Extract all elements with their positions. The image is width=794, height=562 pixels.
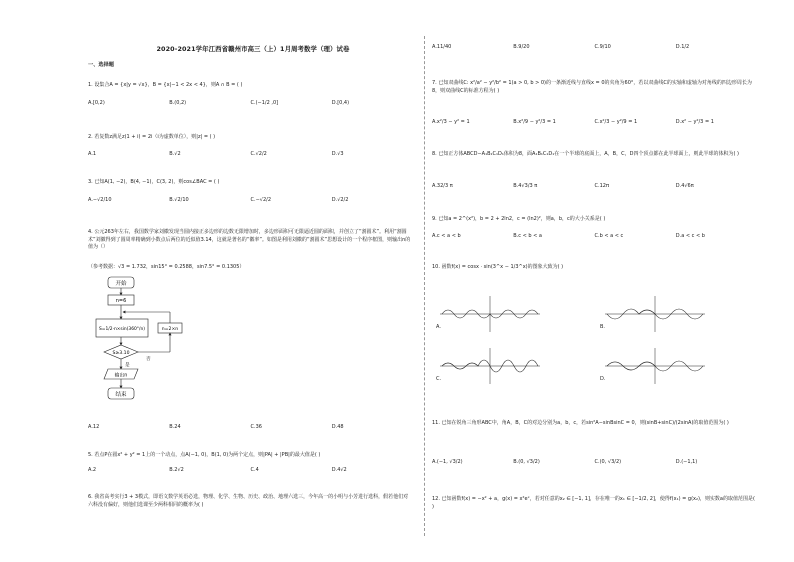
question-3: 3. 已知A(1, −2)，B(4, −1)，C(3, 2)，则cos∠BAC = ( ) bbox=[88, 179, 220, 185]
graph-a bbox=[440, 296, 540, 332]
question-5: 5. 若点P在圆x² + y² = 1上的一个动点，点A(−1, 0)，B(1, 0)为两个定点，则|PA| + |PB|的最大值是( ) bbox=[88, 452, 321, 458]
option: C.4 bbox=[250, 467, 259, 473]
option: A.2 bbox=[88, 467, 97, 473]
column-divider bbox=[424, 36, 425, 536]
option: B.x²/9 − y²/3 = 1 bbox=[513, 119, 556, 125]
option: D.4√2 bbox=[331, 467, 347, 473]
graph-a-label: A. bbox=[436, 324, 441, 330]
left-column bbox=[88, 0, 418, 562]
section-heading: 一、选择题 bbox=[88, 62, 114, 68]
option: C.9/10 bbox=[594, 44, 611, 50]
flowchart bbox=[94, 274, 204, 416]
option: A.(−1, √3/2) bbox=[432, 459, 463, 465]
option: A.32/3 π bbox=[432, 183, 453, 189]
question-8: 8. 已知正方体ABCD−A₁B₁C₁D₁体积为8，面A₁B₁C₁D₁在一个半球的底面上，A，B，C，D四个顶点都在此半球面上，则此半球的体积为( ) bbox=[432, 151, 739, 157]
option: B.9/20 bbox=[513, 44, 530, 50]
question-5-options bbox=[88, 467, 413, 473]
graph-d bbox=[605, 348, 705, 384]
option: D.[0,4) bbox=[331, 100, 350, 106]
flow-init-label: n=6 bbox=[115, 298, 127, 304]
page-title: 2020-2021学年江西省赣州市高三（上）1月周考数学（理）试卷 bbox=[156, 45, 350, 53]
option: C.(−1/2 ,0] bbox=[250, 100, 279, 106]
question-7-options bbox=[432, 119, 757, 125]
question-4-options bbox=[88, 424, 413, 430]
option: D.x² − y²/3 = 1 bbox=[675, 119, 714, 125]
option: D.(−1,1) bbox=[675, 459, 698, 465]
option: C.(0, √3/2) bbox=[594, 459, 622, 465]
question-11: 11. 已知在锐角三角形ABC中，角A，B，C的对边分别为a，b，c，若sin²A−sinBsinC = 0，则(sinB+sinC)/(2sinA)的取值范围为( ) bbox=[432, 420, 729, 426]
option: A.−√2/10 bbox=[88, 197, 112, 203]
option: B.4√3/3 π bbox=[513, 183, 538, 189]
option: C.b < a < c bbox=[594, 233, 624, 239]
question-8-options bbox=[432, 183, 757, 189]
option: D.48 bbox=[331, 424, 344, 430]
option: D.√2/2 bbox=[331, 197, 349, 203]
option: A.c < a < b bbox=[432, 233, 461, 239]
option: A.12 bbox=[88, 424, 100, 430]
option: A.1 bbox=[88, 151, 97, 157]
flow-update-label: n=2×n bbox=[161, 327, 179, 332]
graph-b bbox=[605, 296, 705, 332]
question-9-options bbox=[432, 233, 757, 239]
option: B.24 bbox=[169, 424, 181, 430]
question-1-options bbox=[88, 100, 413, 106]
question-12: 12. 已知函数f(x) = −x² + a，g(x) = x²eˣ，若对任意的x₂ ∈ [−1, 1]，存在唯一的x₁ ∈ [−1/2, 2]，使得f(x₁) = g(x₂)，则实数a的取值范围是( ) bbox=[432, 496, 755, 510]
question-11-options bbox=[432, 459, 757, 465]
option: B.(0, √3/2) bbox=[513, 459, 540, 465]
flow-output-label: 输出n bbox=[114, 373, 128, 379]
flow-yes-label: 是 bbox=[125, 363, 130, 368]
right-column bbox=[432, 0, 768, 562]
option: C.36 bbox=[250, 424, 262, 430]
question-6-options bbox=[432, 44, 757, 50]
question-7: 7. 已知双曲线C: x²/a² − y²/b² = 1(a > 0, b > 0)的一条渐近线与直线x = 0的夹角为60°，若以双曲线C的实轴和虚轴为对角线的四边形周长为8，则双曲线C的标准方程为( ) bbox=[432, 80, 752, 94]
flow-condition-label: S≥3.10 bbox=[112, 351, 130, 356]
option: C.x²/3 − y²/9 = 1 bbox=[594, 119, 638, 125]
option: B.c < b < a bbox=[513, 233, 542, 239]
flow-no-label: 否 bbox=[146, 357, 151, 362]
flow-end-label: 结束 bbox=[115, 392, 127, 398]
graph-c bbox=[440, 348, 540, 384]
option: A.x²/3 − y² = 1 bbox=[432, 119, 470, 125]
option: A.[0,2) bbox=[88, 100, 105, 106]
question-1: 1. 设集合A = {x|y = √x}，B = {x|−1 < 2x < 4}，则A ∩ B = ( ) bbox=[88, 82, 243, 88]
option: C.√2/2 bbox=[250, 151, 267, 157]
question-2: 2. 若复数z满足z(1 + i) = 2i（i为虚数单位），则|z| = ( ) bbox=[88, 134, 216, 140]
option: D.4√6π bbox=[675, 183, 694, 189]
option: B.2√2 bbox=[169, 467, 184, 473]
question-3-options bbox=[88, 197, 413, 203]
option: D.a < c < b bbox=[675, 233, 705, 239]
flow-formula-label: S=1/2·n×sin(360°/n) bbox=[99, 327, 145, 332]
question-4: 4. 公元263年左右，我国数学家刘徽发现当圆内接正多边形的边数无限增加时，多边形面积可无限逼近圆的面积，并创立了“割圆术”。利用“割圆术”刘徽得到了圆周率精确到小数点后两位的近似值3.14，这就是著名的“徽率”。如图是利用刘徽的“割圆术”思想设计的一个程序框图，则输出n的值为（） bbox=[88, 229, 411, 251]
option: D.1/2 bbox=[675, 44, 690, 50]
question-10-graphs bbox=[440, 294, 760, 388]
question-4-reference: （参考数据：√3 = 1.732，sin15° = 0.2588，sin7.5° = 0.1305） bbox=[88, 264, 245, 270]
option: B.√2/10 bbox=[169, 197, 189, 203]
option: A.11/40 bbox=[432, 44, 452, 50]
question-9: 9. 已知a = 2^(x²)，b = 2 + 2ln2，c = (ln2)²，则a，b，c的大小关系是( ) bbox=[432, 216, 606, 222]
option: B.√2 bbox=[169, 151, 181, 157]
option: C.12π bbox=[594, 183, 609, 189]
graph-d-label: D. bbox=[600, 376, 606, 382]
option: D.√3 bbox=[331, 151, 344, 157]
option: C.−√2/2 bbox=[250, 197, 272, 203]
graph-b-label: B. bbox=[600, 324, 606, 330]
flow-start-label: 开始 bbox=[115, 281, 127, 287]
graph-c-label: C. bbox=[436, 376, 442, 382]
question-10: 10. 函数f(x) = cosx · sin(3^x − 1/3^x)的图象大致为( ) bbox=[432, 264, 564, 270]
question-6: 6. 我省高考实行3 + 3模式，即语文数学英语必选，物理、化学、生物、历史、政治、地理六选三，今年高一的小明与小芳进行选科，假若他们对六科没有偏好，则他们选课至少两科相同的概率为( ) bbox=[88, 494, 409, 508]
question-2-options bbox=[88, 151, 413, 157]
option: B.(0,2) bbox=[169, 100, 187, 106]
